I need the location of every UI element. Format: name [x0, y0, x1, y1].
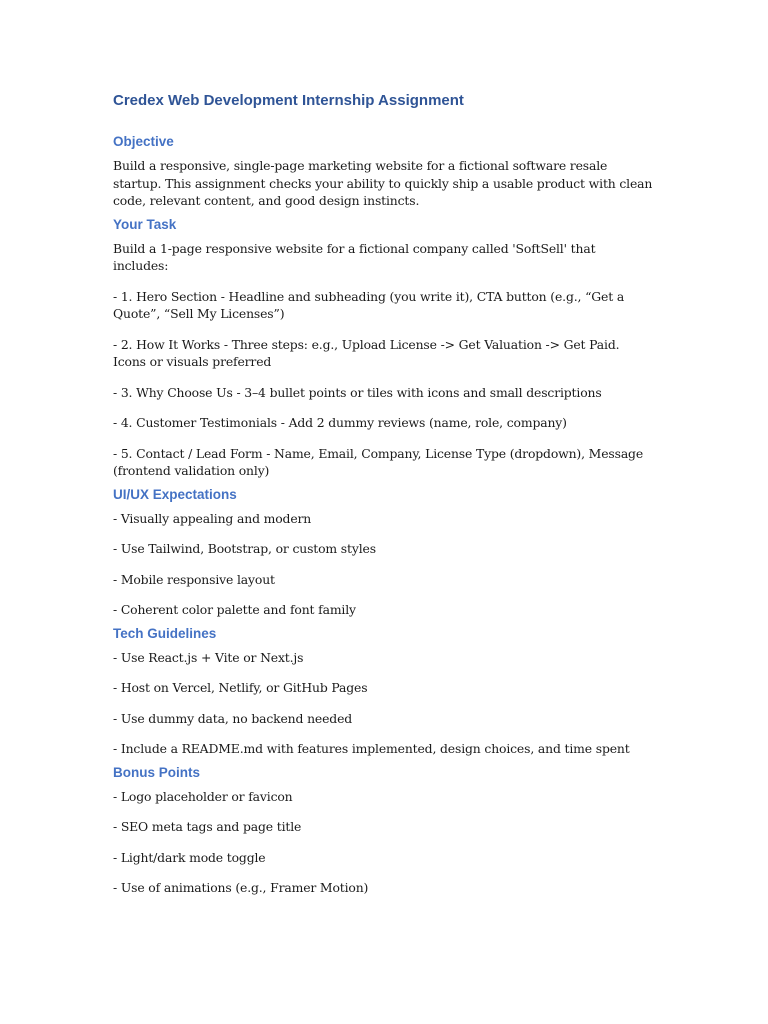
document-page — [113, 90, 653, 902]
section-heading-bonus: Bonus Points — [113, 764, 200, 780]
tech-item: - Include a README.md with features implemented, design choices, and time spent — [113, 741, 630, 756]
bonus-item: - Logo placeholder or favicon — [113, 788, 293, 804]
tech-item: - Use React.js + Vite or Next.js — [113, 649, 304, 665]
uiux-item: - Use Tailwind, Bootstrap, or custom styles — [113, 541, 376, 556]
tech-item: - Host on Vercel, Netlify, or GitHub Pages — [113, 680, 368, 695]
bonus-item: - Use of animations (e.g., Framer Motion) — [113, 880, 369, 895]
bonus-item: - Light/dark mode toggle — [113, 849, 266, 865]
section-your-task — [113, 215, 653, 480]
tech-item: - Use dummy data, no backend needed — [113, 710, 353, 726]
uiux-item: - Coherent color palette and font family — [113, 602, 356, 617]
uiux-item: - Mobile responsive layout — [113, 571, 275, 587]
task-item: - 2. How It Works - Three steps: e.g., Upload License -> Get Valuation -> Get Paid. Icons or visuals preferred — [113, 336, 620, 369]
section-heading-tech: Tech Guidelines — [113, 625, 217, 641]
section-uiux — [113, 485, 653, 619]
task-item: - 4. Customer Testimonials - Add 2 dummy reviews (name, role, company) — [113, 415, 567, 430]
task-item: - 3. Why Choose Us - 3–4 bullet points or tiles with icons and small descriptions — [113, 384, 602, 400]
your-task-intro: Build a 1-page responsive website for a fictional company called 'SoftSell' that includes: — [113, 240, 596, 273]
objective-text: Build a responsive, single-page marketing website for a fictional software resale startup. This assignment checks your ability to quickly ship a usable product with clean code, relevant content, and good design instincts. — [113, 158, 653, 208]
task-item: - 1. Hero Section - Headline and subheading (you write it), CTA button (e.g., “Get a Quote”, “Sell My Licenses”) — [113, 288, 625, 321]
section-heading-uiux: UI/UX Expectations — [113, 486, 237, 502]
section-heading-your-task: Your Task — [113, 216, 177, 232]
section-heading-objective: Objective — [113, 134, 174, 149]
bonus-item: - SEO meta tags and page title — [113, 819, 302, 834]
task-item: - 5. Contact / Lead Form - Name, Email, Company, License Type (dropdown), Message (frontend validation only) — [113, 445, 644, 478]
document-title: Credex Web Development Internship Assignment — [113, 92, 464, 109]
section-objective — [113, 132, 653, 210]
section-tech — [113, 624, 653, 758]
uiux-item: - Visually appealing and modern — [113, 510, 312, 526]
section-bonus — [113, 763, 653, 897]
